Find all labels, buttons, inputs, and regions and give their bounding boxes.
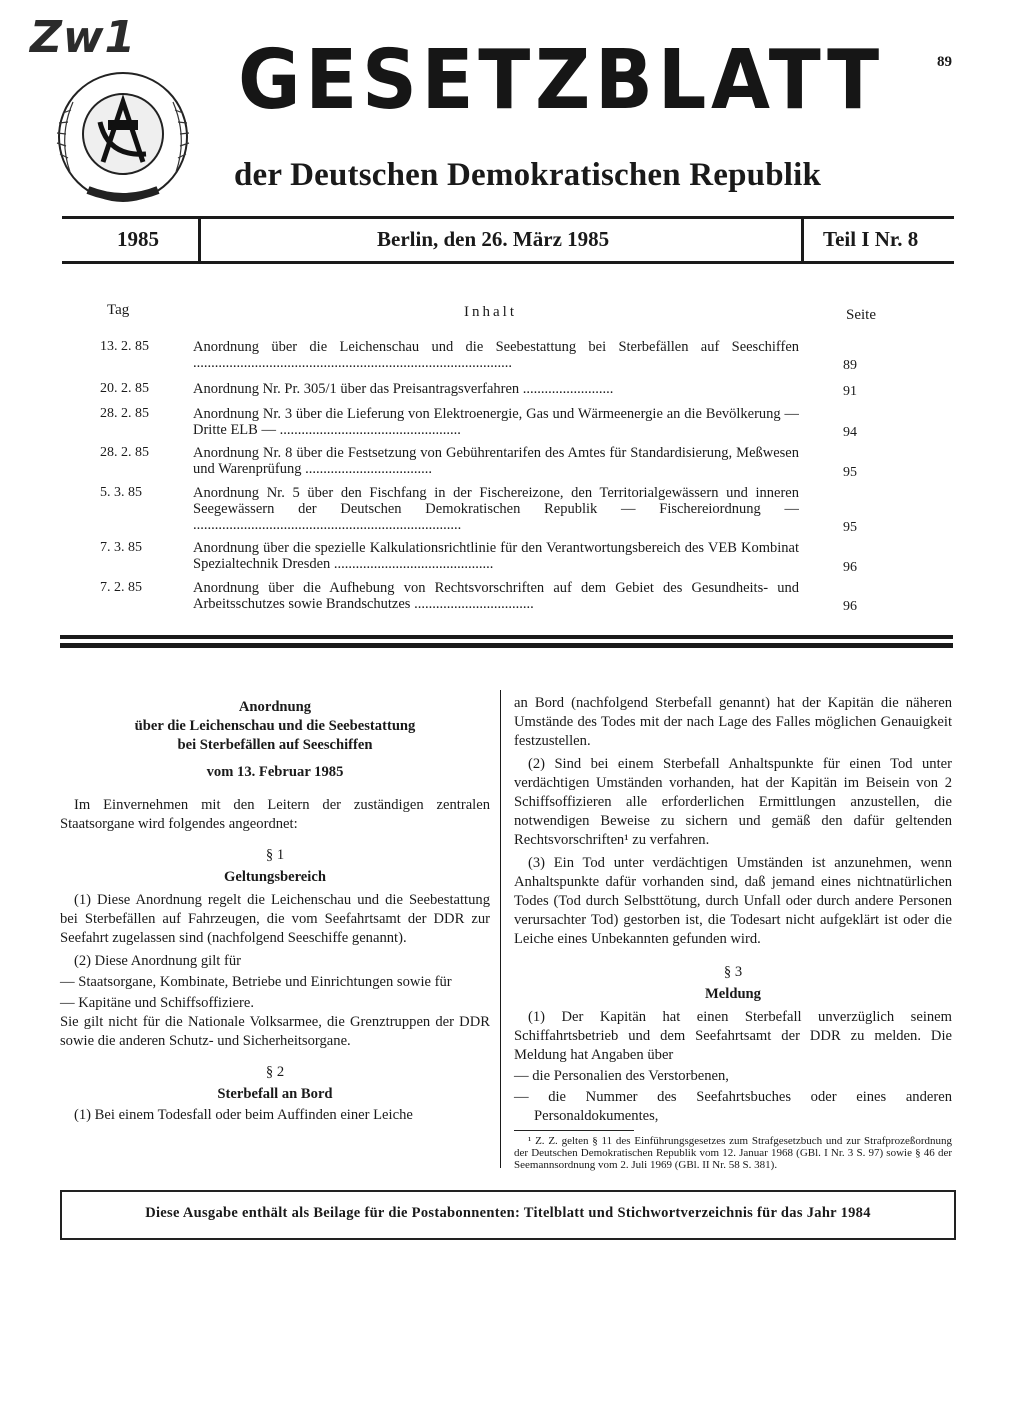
contents-row-date: 7. 3. 85 — [100, 540, 142, 555]
contents-title-header: Inhalt — [464, 304, 517, 320]
state-emblem-icon — [48, 62, 198, 212]
section-1-paragraph-3: Sie gilt nicht für die Nationale Volksarmee, die Grenztruppen der DDR sowie die anderen Schutz- und Sicherheitsorgane. — [60, 1014, 490, 1049]
contents-separator — [60, 635, 953, 639]
section-3-dash-item: — die Personalien des Verstorbenen, — [514, 1068, 729, 1084]
gazette-subtitle: der Deutschen Demokratischen Republik — [234, 157, 822, 193]
section-2-number: § 2 — [265, 1064, 285, 1080]
article-intro: Im Einvernehmen mit den Leitern der zuständigen zentralen Staatsorgane wird folgendes angeordnet: — [60, 797, 490, 832]
section-3-paragraph-1: (1) Der Kapitän hat einen Sterbefall unverzüglich seinem Schiffahrtsbetrieb und dem Seefahrtsamt der DDR zu melden. Die Meldung hat Angaben über — [514, 1009, 952, 1063]
footnote: ¹ Z. Z. gelten § 11 des Einführungsgesetzes zum Strafgesetzbuch und zur Strafprozeßordnung der Deutschen Demokratischen Republik vom 12. Januar 1968 (GBl. I Nr. 3 S. 97) sowie § 46 der Seemannsordnung vom 2. Juli 1969 (GBl. II Nr. 58 S. 381). — [514, 1135, 952, 1171]
footnote-rule — [514, 1130, 634, 1131]
issue-part-number: Teil I Nr. 8 — [823, 227, 919, 251]
contents-row-date: 20. 2. 85 — [100, 381, 149, 396]
contents-row-page: 95 — [843, 520, 857, 535]
section-2-title: Sterbefall an Bord — [217, 1086, 333, 1102]
section-1-dash-item: — Staatsorgane, Kombinate, Betriebe und Einrichtungen sowie für — [60, 974, 452, 990]
contents-row-title: Anordnung über die spezielle Kalkulationsrichtlinie für den Verantwortungsbereich des VEB Kombinat Spezialtechnik Dresden ............................................ — [193, 540, 799, 572]
contents-row-page: 95 — [843, 465, 857, 480]
article-left-column — [60, 698, 490, 1125]
issue-bar-bottom-rule — [62, 261, 954, 264]
issue-bar-divider — [198, 219, 201, 261]
section-2-paragraph-1-start: (1) Bei einem Todesfall oder beim Auffinden einer Leiche — [74, 1107, 413, 1123]
section-1-dash-item: — Kapitäne und Schiffsoffiziere. — [60, 995, 254, 1011]
issue-place-date: Berlin, den 26. März 1985 — [377, 227, 610, 251]
issue-bar-divider — [801, 219, 804, 261]
section-3-number: § 3 — [723, 964, 743, 980]
contents-row-title: Anordnung Nr. 3 über die Lieferung von Elektroenergie, Gas und Wärmeenergie an die Bevölkerung — Dritte ELB — .................................................. — [193, 406, 799, 438]
contents-row-date: 13. 2. 85 — [100, 339, 149, 354]
contents-row-title: Anordnung Nr. 8 über die Festsetzung von Gebührentarifen des Amtes für Standardisierung, Meßwesen und Warenprüfung ................................... — [193, 445, 799, 477]
section-1-number: § 1 — [265, 847, 285, 863]
section-2-paragraph-3: (3) Ein Tod unter verdächtigen Umständen ist anzunehmen, wenn Anhaltspunkte dafür vorhanden sind, daß jemand eines nichtnatürlichen Todes (Tod durch Selbsttötung, durch Unfall oder durch andere Personen verursachter Tod) gestorben ist, die Todesart nicht aufgeklärt ist oder die Leiche eines Unbekannten gefunden wird. — [514, 855, 952, 947]
contents-row-page: 96 — [843, 599, 857, 614]
article-heading-3: bei Sterbefällen auf Seeschiffen — [177, 737, 373, 753]
contents-row-title: Anordnung Nr. 5 über den Fischfang in der Fischereizone, den Territorialgewässern und inneren Seegewässern der Deutschen Demokratischen Republik — Fischereiordnung — .......................................................................... — [193, 485, 799, 533]
article-heading-2: über die Leichenschau und die Seebestattung — [134, 718, 416, 734]
contents-row-date: 28. 2. 85 — [100, 445, 149, 460]
section-1-paragraph-2: (2) Diese Anordnung gilt für — [74, 953, 241, 969]
article-right-column — [514, 694, 952, 1171]
section-2-paragraph-1-end: an Bord (nachfolgend Sterbefall genannt) hat der Kapitän die näheren Umstände des Todes mit der nach Lage des Falles möglichen Genauigkeit festzustellen. — [514, 695, 952, 749]
contents-row-date: 28. 2. 85 — [100, 406, 149, 421]
contents-row-page: 91 — [843, 384, 857, 399]
page-number: 89 — [937, 54, 952, 70]
issue-bar-top-rule — [62, 216, 954, 219]
article-date: vom 13. Februar 1985 — [206, 764, 344, 780]
contents-separator — [60, 643, 953, 648]
supplement-notice: Diese Ausgabe enthält als Beilage für die Postabonnenten: Titelblatt und Stichwortverzeichnis für das Jahr 1984 — [145, 1205, 871, 1221]
issue-year: 1985 — [117, 227, 159, 251]
section-2-paragraph-2: (2) Sind bei einem Sterbefall Anhaltspunkte für einen Tod unter verdächtigen Umständen vorhanden, hat der Kapitän im Beisein von 2 Schiffsoffizieren alle erforderlichen Ermittlungen anzustellen, die notwendigen Beweise zu sichern und gemäß den dafür geltenden Rechtsvorschriften¹ zu verfahren. — [514, 756, 952, 848]
section-3-dash-item: — die Nummer des Seefahrtsbuches oder eines anderen Personaldokumentes, — [514, 1089, 952, 1124]
contents-row-page: 94 — [843, 425, 857, 440]
section-1-paragraph-1: (1) Diese Anordnung regelt die Leichenschau und die Seebestattung bei Sterbefällen auf Fahrzeugen, die vom Seefahrtsamt der DDR zur Seefahrt zugelassen sind (nachfolgend Seeschiffe genannt). — [60, 892, 490, 946]
contents-row-date: 5. 3. 85 — [100, 485, 142, 500]
article-heading-1: Anordnung — [238, 699, 312, 715]
contents-date-header: Tag — [107, 302, 130, 318]
contents-row-page: 96 — [843, 560, 857, 575]
contents-row-title: Anordnung über die Leichenschau und die Seebestattung bei Sterbefällen auf Seeschiffen ........................................................................................ — [193, 339, 799, 371]
gazette-title: GESETZBLATT — [238, 33, 884, 128]
section-1-title: Geltungsbereich — [224, 869, 326, 885]
contents-page-header: Seite — [846, 307, 876, 323]
column-divider — [500, 690, 501, 1168]
contents-row-date: 7. 2. 85 — [100, 580, 142, 595]
contents-row-title: Anordnung Nr. Pr. 305/1 über das Preisantragsverfahren ......................... — [193, 381, 614, 397]
contents-row-page: 89 — [843, 358, 857, 373]
archive-stamp: Zw1 — [30, 12, 137, 63]
section-3-title: Meldung — [705, 986, 761, 1002]
contents-row-title: Anordnung über die Aufhebung von Rechtsvorschriften auf dem Gebiet des Gesundheits- und Arbeitsschutzes sowie Brandschutzes ................................. — [193, 580, 799, 612]
